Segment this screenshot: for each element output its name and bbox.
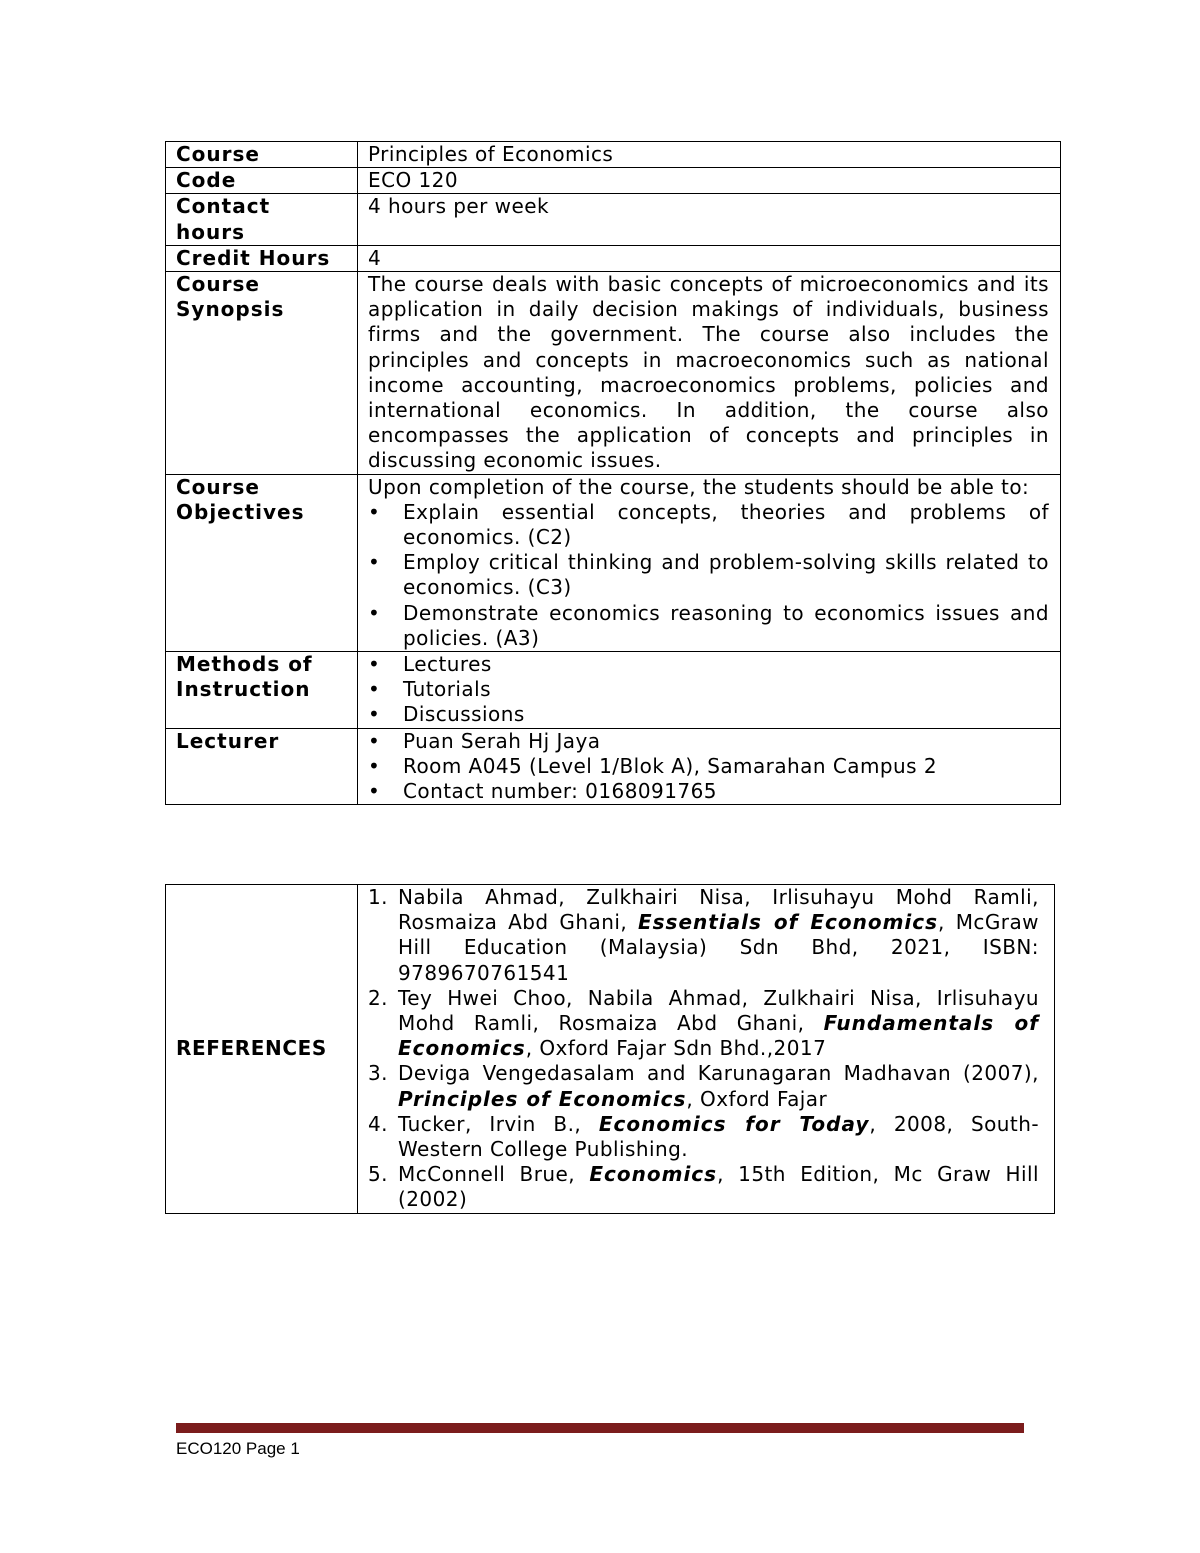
- method-item: • Lectures: [368, 652, 1049, 677]
- course-label: Course: [166, 142, 358, 168]
- references-table: [165, 884, 1055, 1214]
- reference-authors: Tucker, Irvin B.,: [398, 1111, 599, 1136]
- reference-number: 4.: [368, 1111, 388, 1136]
- code-row: [166, 168, 1061, 194]
- lecturer-name: • Puan Serah Hj Jaya: [368, 729, 1049, 754]
- footer-page-label: ECO120 Page 1: [176, 1439, 300, 1458]
- reference-number: 1.: [368, 885, 388, 909]
- reference-title: Economics for Today: [598, 1111, 870, 1136]
- lecturer-room: • Room A045 (Level 1/Blok A), Samarahan Campus 2: [368, 754, 1049, 779]
- reference-authors: Tey Hwei Choo, Nabila Ahmad, Zulkhairi Nisa, Irlisuhayu Mohd Ramli, Rosmaiza Abd Ghani,: [398, 985, 1039, 1036]
- reference-title: Fundamentals of Economics: [398, 1011, 1040, 1061]
- reference-number: 5.: [368, 1162, 388, 1187]
- contact-hours-value: 4 hours per week: [358, 194, 1061, 245]
- lecturer-contact: • Contact number: 0168091765: [368, 779, 1049, 804]
- footer-rule: [176, 1423, 1024, 1433]
- methods-row: [166, 652, 1061, 729]
- contact-hours-row: [166, 194, 1061, 245]
- references-label: REFERENCES: [166, 885, 358, 1214]
- credit-hours-label: Credit Hours: [166, 245, 358, 271]
- objectives-cell: [358, 474, 1061, 651]
- credit-hours-row: [166, 245, 1061, 271]
- reference-authors: Deviga Vengedasalam and Karunagaran Madhavan (2007),: [398, 1061, 1039, 1086]
- reference-publisher: , Oxford Fajar Sdn Bhd.,2017: [525, 1036, 827, 1061]
- methods-cell: [358, 652, 1061, 729]
- course-row: [166, 142, 1061, 168]
- reference-number: 3.: [368, 1061, 388, 1086]
- references-row: [166, 885, 1055, 1214]
- reference-authors: Nabila Ahmad, Zulkhairi Nisa, Irlisuhayu Mohd Ramli, Rosmaiza Abd Ghani,: [398, 885, 1039, 935]
- references-cell: [358, 885, 1055, 1214]
- reference-publisher: , 15th Edition, Mc Graw Hill (2002): [398, 1162, 1039, 1212]
- lecturer-cell: [358, 728, 1061, 805]
- reference-authors: McConnell Brue,: [398, 1162, 590, 1187]
- contact-hours-label: Contact hours: [166, 194, 358, 245]
- method-item: • Discussions: [368, 702, 1049, 727]
- reference-number: 2.: [368, 985, 388, 1010]
- objective-item: • Demonstrate economics reasoning to economics issues and policies. (A3): [368, 601, 1049, 651]
- method-item: • Tutorials: [368, 677, 1049, 702]
- course-info-table: [165, 141, 1061, 805]
- credit-hours-value: 4: [358, 245, 1061, 271]
- course-value: Principles of Economics: [358, 142, 1061, 168]
- reference-publisher: , McGraw Hill Education (Malaysia) Sdn Bhd, 2021, ISBN: 9789670761541: [398, 910, 1039, 985]
- reference-publisher: , Oxford Fajar: [686, 1086, 828, 1111]
- objective-item: • Explain essential concepts, theories and problems of economics. (C2): [368, 500, 1049, 550]
- reference-item: [368, 1061, 1039, 1111]
- objectives-list: [368, 500, 1049, 651]
- reference-item: [368, 885, 1039, 986]
- synopsis-row: [166, 272, 1061, 475]
- lecturer-list: [368, 729, 1049, 805]
- reference-item: [368, 1112, 1039, 1162]
- synopsis-label: Course Synopsis: [166, 272, 358, 475]
- objectives-intro: Upon completion of the course, the students should be able to:: [368, 474, 1030, 499]
- reference-title: Economics: [589, 1162, 718, 1187]
- methods-label: Methods of Instruction: [166, 652, 358, 729]
- reference-publisher: , 2008, South-Western College Publishing.: [398, 1111, 1039, 1162]
- lecturer-label: Lecturer: [166, 728, 358, 805]
- code-label: Code: [166, 168, 358, 194]
- code-value: ECO 120: [358, 168, 1061, 194]
- references-list: [368, 885, 1043, 1213]
- methods-list: [368, 652, 1049, 728]
- lecturer-row: [166, 728, 1061, 805]
- synopsis-text: The course deals with basic concepts of microeconomics and its application in daily decision makings of individuals, business firms and the government. The course also includes the principles and concepts in macroeconomics such as national income accounting, macroeconomics problems, policies and international economics. In addition, the course also encompasses the application of concepts and principles in discussing economic issues.: [358, 272, 1061, 475]
- reference-item: [368, 986, 1039, 1062]
- objectives-row: [166, 474, 1061, 651]
- reference-item: [368, 1162, 1039, 1212]
- objective-item: • Employ critical thinking and problem-solving skills related to economics. (C3): [368, 550, 1049, 600]
- reference-title: Essentials of Economics: [637, 910, 939, 935]
- reference-title: Principles of Economics: [398, 1086, 687, 1111]
- objectives-label: Course Objectives: [166, 474, 358, 651]
